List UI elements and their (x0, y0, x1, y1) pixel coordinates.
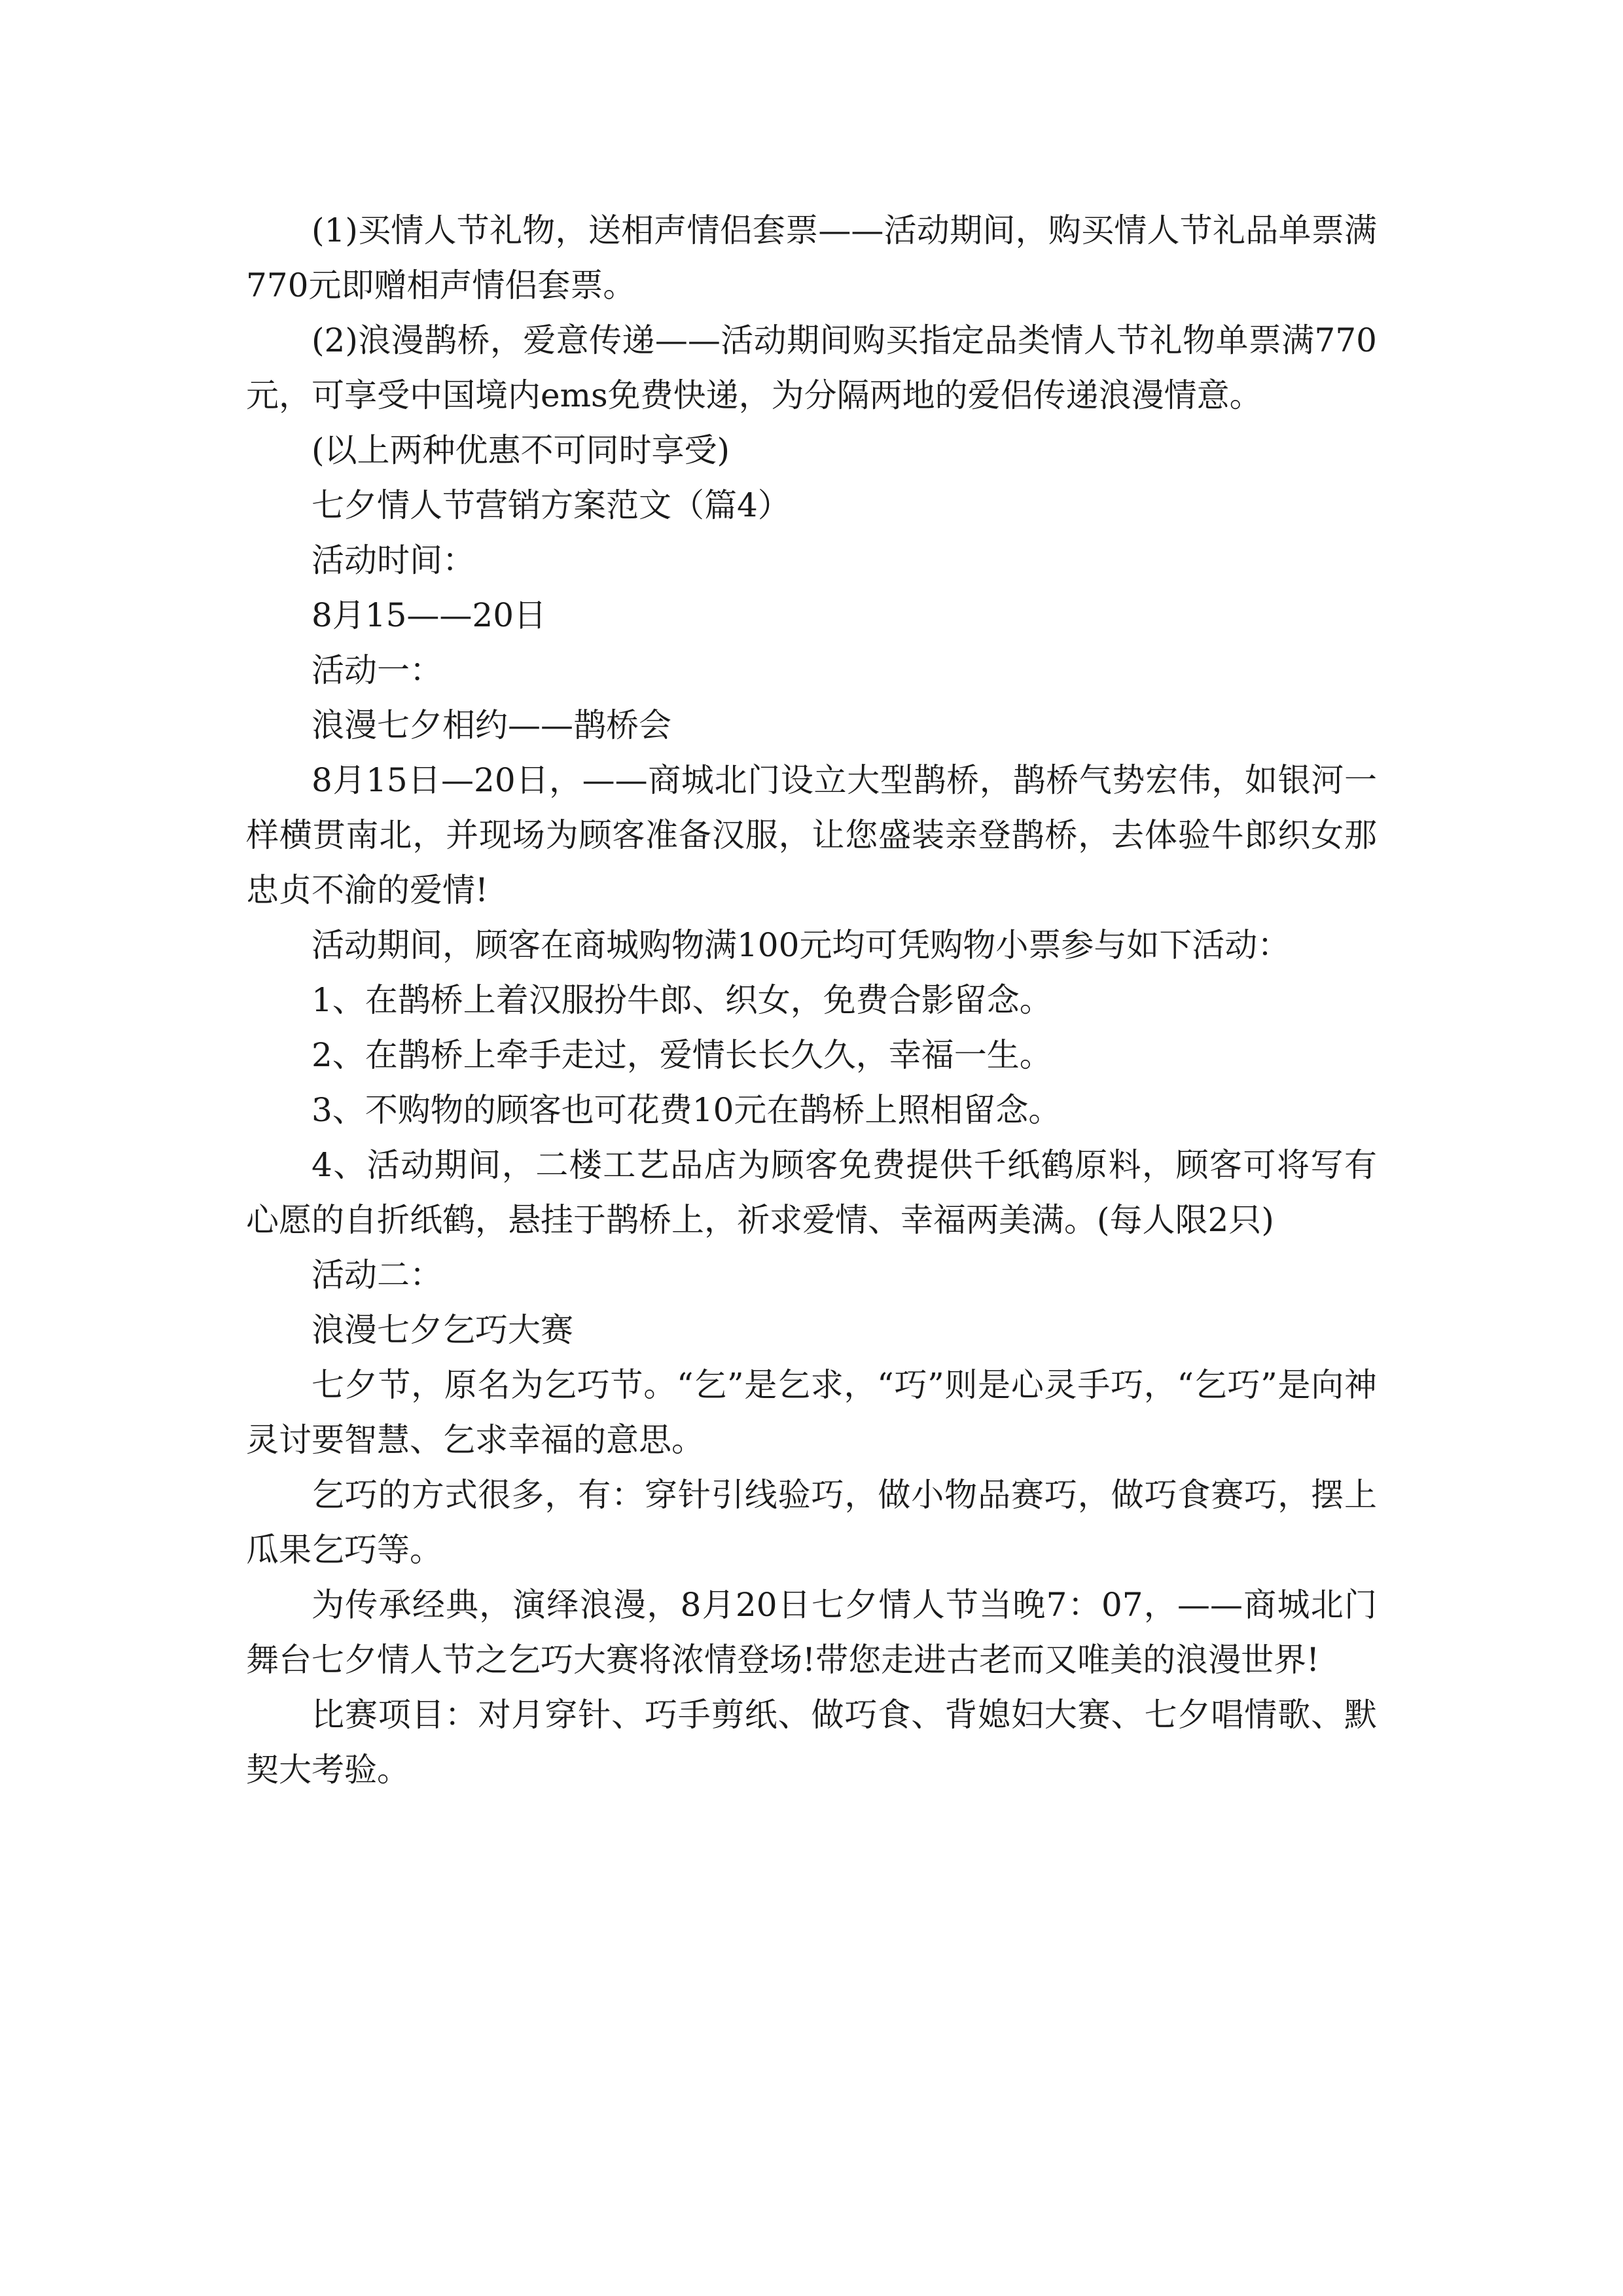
paragraph-offer-note: (以上两种优惠不可同时享受) (312, 431, 730, 469)
paragraph-contest-announcement: 为传承经典，演绎浪漫，8月20日七夕情人节当晚7：07，——商城北门舞台七夕情人节之乞巧大赛将浓情登场!带您走进古老而又唯美的浪漫世界! (246, 1586, 1377, 1679)
list-item: 1、在鹊桥上着汉服扮牛郎、织女，免费合影留念。 (312, 981, 1052, 1019)
paragraph-activity-dates: 8月15——20日 (312, 596, 547, 634)
list-item: 3、不购物的顾客也可花费10元在鹊桥上照相留念。 (312, 1091, 1061, 1129)
paragraph-magpie-bridge-offer: (2)浪漫鹊桥，爱意传递——活动期间购买指定品类情人节礼物单票满770元，可享受中国境内ems免费快递，为分隔两地的爱侣传递浪漫情意。 (246, 321, 1377, 414)
list-item: 2、在鹊桥上牵手走过，爱情长长久久，幸福一生。 (312, 1036, 1052, 1074)
paragraph-activity-one-title: 浪漫七夕相约——鹊桥会 (312, 706, 671, 744)
paragraph-qiqiao-methods: 乞巧的方式很多，有：穿针引线验巧，做小物品赛巧，做巧食赛巧，摆上瓜果乞巧等。 (246, 1476, 1377, 1569)
paragraph-activity-conditions: 活动期间，顾客在商城购物满100元均可凭购物小票参与如下活动： (312, 926, 1291, 964)
paragraph-activity-one-description: 8月15日—20日，——商城北门设立大型鹊桥，鹊桥气势宏伟，如银河一样横贯南北，并现场为顾客准备汉服，让您盛装亲登鹊桥，去体验牛郎织女那忠贞不渝的爱情! (246, 761, 1377, 909)
paragraph-contest-events: 比赛项目：对月穿针、巧手剪纸、做巧食、背媳妇大赛、七夕唱情歌、默契大考验。 (246, 1696, 1377, 1789)
paragraph-activity-two-label: 活动二： (312, 1256, 442, 1294)
paragraph-gift-offer: (1)买情人节礼物，送相声情侣套票——活动期间，购买情人节礼品单票满770元即赠相声情侣套票。 (246, 211, 1377, 304)
document-body (246, 203, 1377, 1797)
paragraph-qixi-origin: 七夕节，原名为乞巧节。“乞”是乞求，“巧”则是心灵手巧，“乞巧”是向神灵讨要智慧、乞求幸福的意思。 (246, 1366, 1377, 1459)
section-title: 七夕情人节营销方案范文（篇4） (312, 486, 791, 524)
paragraph-activity-time-label: 活动时间： (312, 541, 475, 579)
list-item: 4、活动期间，二楼工艺品店为顾客免费提供千纸鹤原料，顾客可将写有心愿的自折纸鹤，悬挂于鹊桥上，祈求爱情、幸福两美满。(每人限2只) (246, 1146, 1377, 1239)
paragraph-activity-two-title: 浪漫七夕乞巧大赛 (312, 1311, 573, 1349)
paragraph-activity-one-label: 活动一： (312, 651, 442, 689)
